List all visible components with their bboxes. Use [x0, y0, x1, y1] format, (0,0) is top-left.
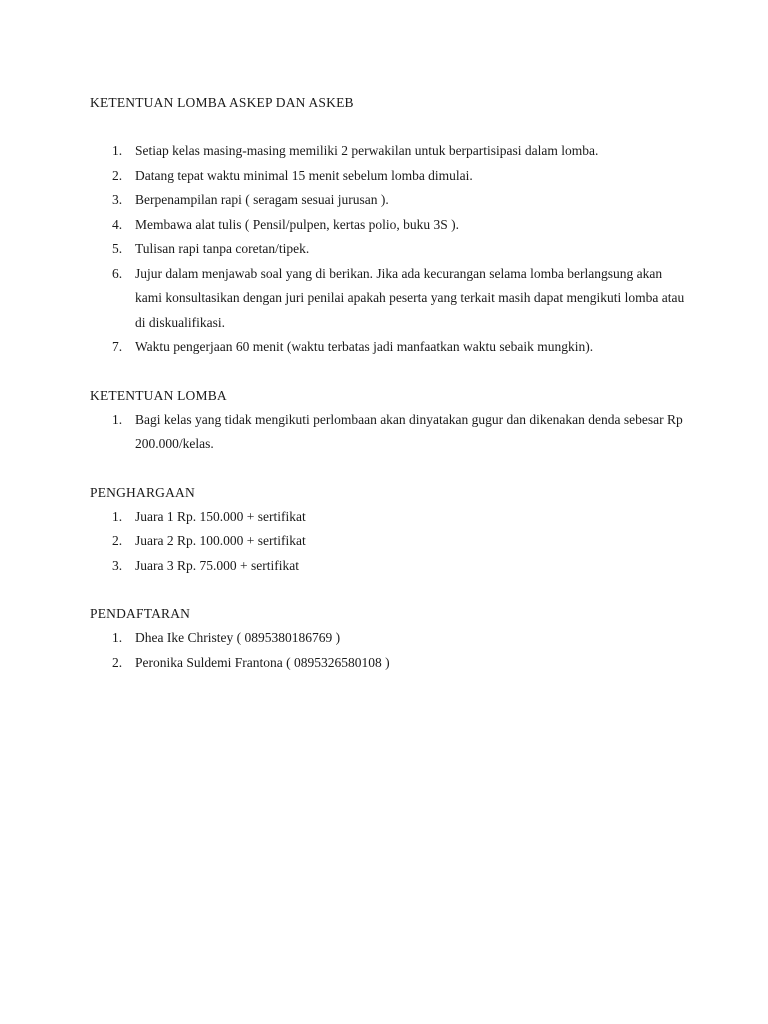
section-heading-ketentuan-lomba: KETENTUAN LOMBA [90, 387, 227, 403]
list-item-text: Tulisan rapi tanpa coretan/tipek. [135, 241, 310, 256]
list-number: 5. [112, 241, 123, 256]
list-item-text: Dhea Ike Christey ( 0895380186769 ) [135, 630, 341, 645]
section-heading-pendaftaran: PENDAFTARAN [90, 606, 191, 621]
document-title: KETENTUAN LOMBA ASKEP DAN ASKEB [90, 95, 354, 110]
list-number: 4. [112, 216, 123, 232]
list-item [90, 262, 690, 336]
list-item [90, 139, 690, 164]
list-item [90, 164, 690, 189]
list-item-text: Bagi kelas yang tidak mengikuti perlombaan akan dinyatakan gugur dan dikenakan denda sebesar Rp 200.000/kelas. [135, 411, 683, 451]
list-item [90, 626, 690, 651]
list-item [90, 188, 690, 213]
list-item-text: Berpenampilan rapi ( seragam sesuai jurusan ). [135, 192, 389, 207]
rules-list [90, 139, 690, 360]
section-heading-penghargaan: PENGHARGAAN [90, 484, 195, 500]
pendaftaran-list [90, 626, 690, 675]
list-item-text: Jujur dalam menjawab soal yang di berikan. Jika ada kecurangan selama lomba berlangsung akan kami konsultasikan dengan juri penilai apakah peserta yang terkait masih dapat mengikuti lomba atau di diskualifikasi. [135, 265, 685, 330]
list-item [90, 529, 690, 554]
list-number: 2. [112, 533, 123, 548]
list-item-text: Membawa alat tulis ( Pensil/pulpen, kertas polio, buku 3S ). [135, 216, 459, 232]
list-number: 1. [112, 411, 123, 427]
list-number: 2. [112, 654, 123, 670]
list-item-text: Juara 1 Rp. 150.000 + sertifikat [135, 508, 306, 524]
list-number: 1. [112, 143, 123, 158]
list-number: 6. [112, 265, 123, 281]
list-item-text: Datang tepat waktu minimal 15 menit sebelum lomba dimulai. [135, 167, 473, 183]
list-item-text: Juara 3 Rp. 75.000 + sertifikat [135, 557, 299, 573]
list-item-text: Peronika Suldemi Frantona ( 0895326580108 ) [135, 654, 390, 670]
list-item [90, 237, 690, 262]
document-content [90, 91, 690, 675]
penghargaan-list [90, 505, 690, 579]
list-item-text: Setiap kelas masing-masing memiliki 2 perwakilan untuk berpartisipasi dalam lomba. [135, 143, 599, 158]
list-number: 2. [112, 167, 123, 183]
list-item [90, 213, 690, 238]
list-number: 3. [112, 557, 123, 573]
list-item [90, 554, 690, 579]
list-number: 3. [112, 192, 123, 207]
list-item [90, 651, 690, 676]
list-number: 7. [112, 339, 123, 354]
ketentuan-lomba-list [90, 408, 690, 457]
list-number: 1. [112, 630, 123, 645]
list-item [90, 335, 690, 360]
list-item-text: Waktu pengerjaan 60 menit (waktu terbatas jadi manfaatkan waktu sebaik mungkin). [135, 339, 594, 354]
list-number: 1. [112, 508, 123, 524]
list-item [90, 505, 690, 530]
list-item-text: Juara 2 Rp. 100.000 + sertifikat [135, 533, 306, 548]
list-item [90, 408, 690, 457]
